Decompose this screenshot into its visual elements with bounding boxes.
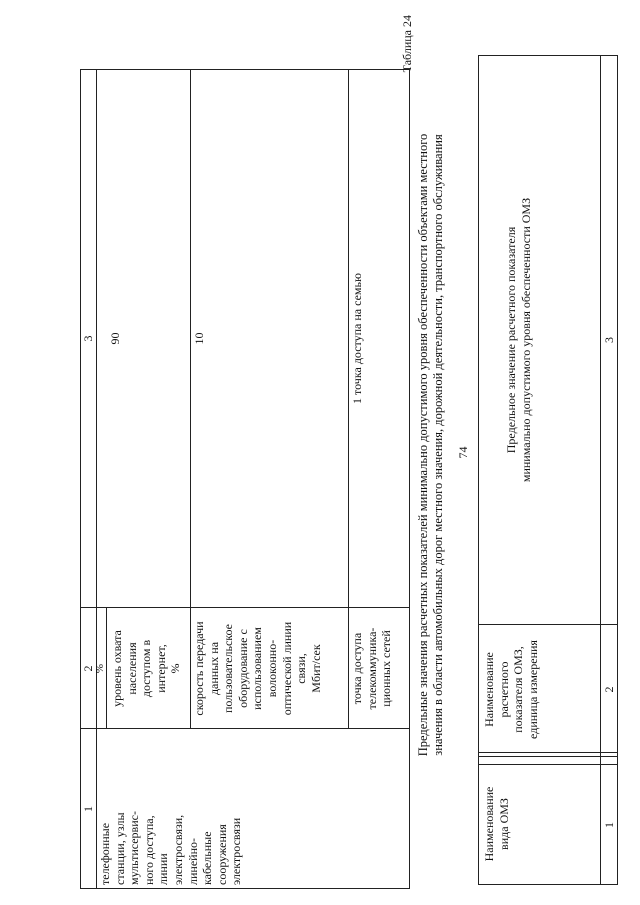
- indicator-internet-coverage: уровень охвата населения доступом в интернет, %: [110, 630, 183, 707]
- header-indicator-name: Наименование расчетного показателя ОМЗ, единица измерения: [482, 640, 540, 739]
- row-separator: [190, 69, 191, 729]
- column-number-1: 1: [81, 806, 95, 812]
- table-label: Таблица 24: [400, 15, 414, 73]
- header-separator: [96, 69, 97, 889]
- column-divider: [478, 764, 618, 765]
- column-divider: [478, 624, 618, 625]
- column-divider: [80, 728, 410, 729]
- table-title: Предельные значения расчетных показателей минимально допустимого уровня обеспеченности объектами местного значения в области автомобильных дорог местного значения, дорожной деятельности, транспортного обслуживания: [416, 133, 445, 757]
- header-separator: [600, 55, 601, 885]
- column-number-1: 1: [602, 822, 616, 828]
- lower-table: [478, 55, 618, 885]
- object-type-cell: телефонные станции, узлы мультисервис- ного доступа, линии электросвязи, линейно- кабельные сооружения электросвязи: [98, 811, 244, 885]
- column-number-3: 3: [602, 337, 616, 343]
- column-number-2: 2: [81, 665, 95, 672]
- indicator-data-speed: скорость передачи данных на пользовательское оборудование с использованием волоконно- оптической линии связи, Мбит/сек: [192, 621, 323, 716]
- value-internet-coverage: 90: [108, 332, 122, 345]
- subheader-separator: [106, 608, 107, 729]
- value-data-speed: 10: [192, 332, 206, 345]
- header-omz-type: Наименование вида ОМЗ: [482, 786, 511, 862]
- indicator-access-point: точка доступа телекоммуника- ционных сетей: [350, 627, 394, 710]
- column-number-3: 3: [81, 335, 95, 342]
- unit-subheader: %: [94, 663, 106, 674]
- page-number: 74: [456, 446, 470, 459]
- header-limit-value: Предельное значение расчетного показателя минимально допустимого уровня обеспеченности ОМЗ: [504, 197, 533, 483]
- upper-table: [80, 69, 410, 889]
- row-separator: [348, 69, 349, 729]
- value-access-point: 1 точка доступа на семью: [350, 273, 364, 404]
- column-number-2: 2: [602, 686, 616, 693]
- column-divider: [478, 752, 618, 757]
